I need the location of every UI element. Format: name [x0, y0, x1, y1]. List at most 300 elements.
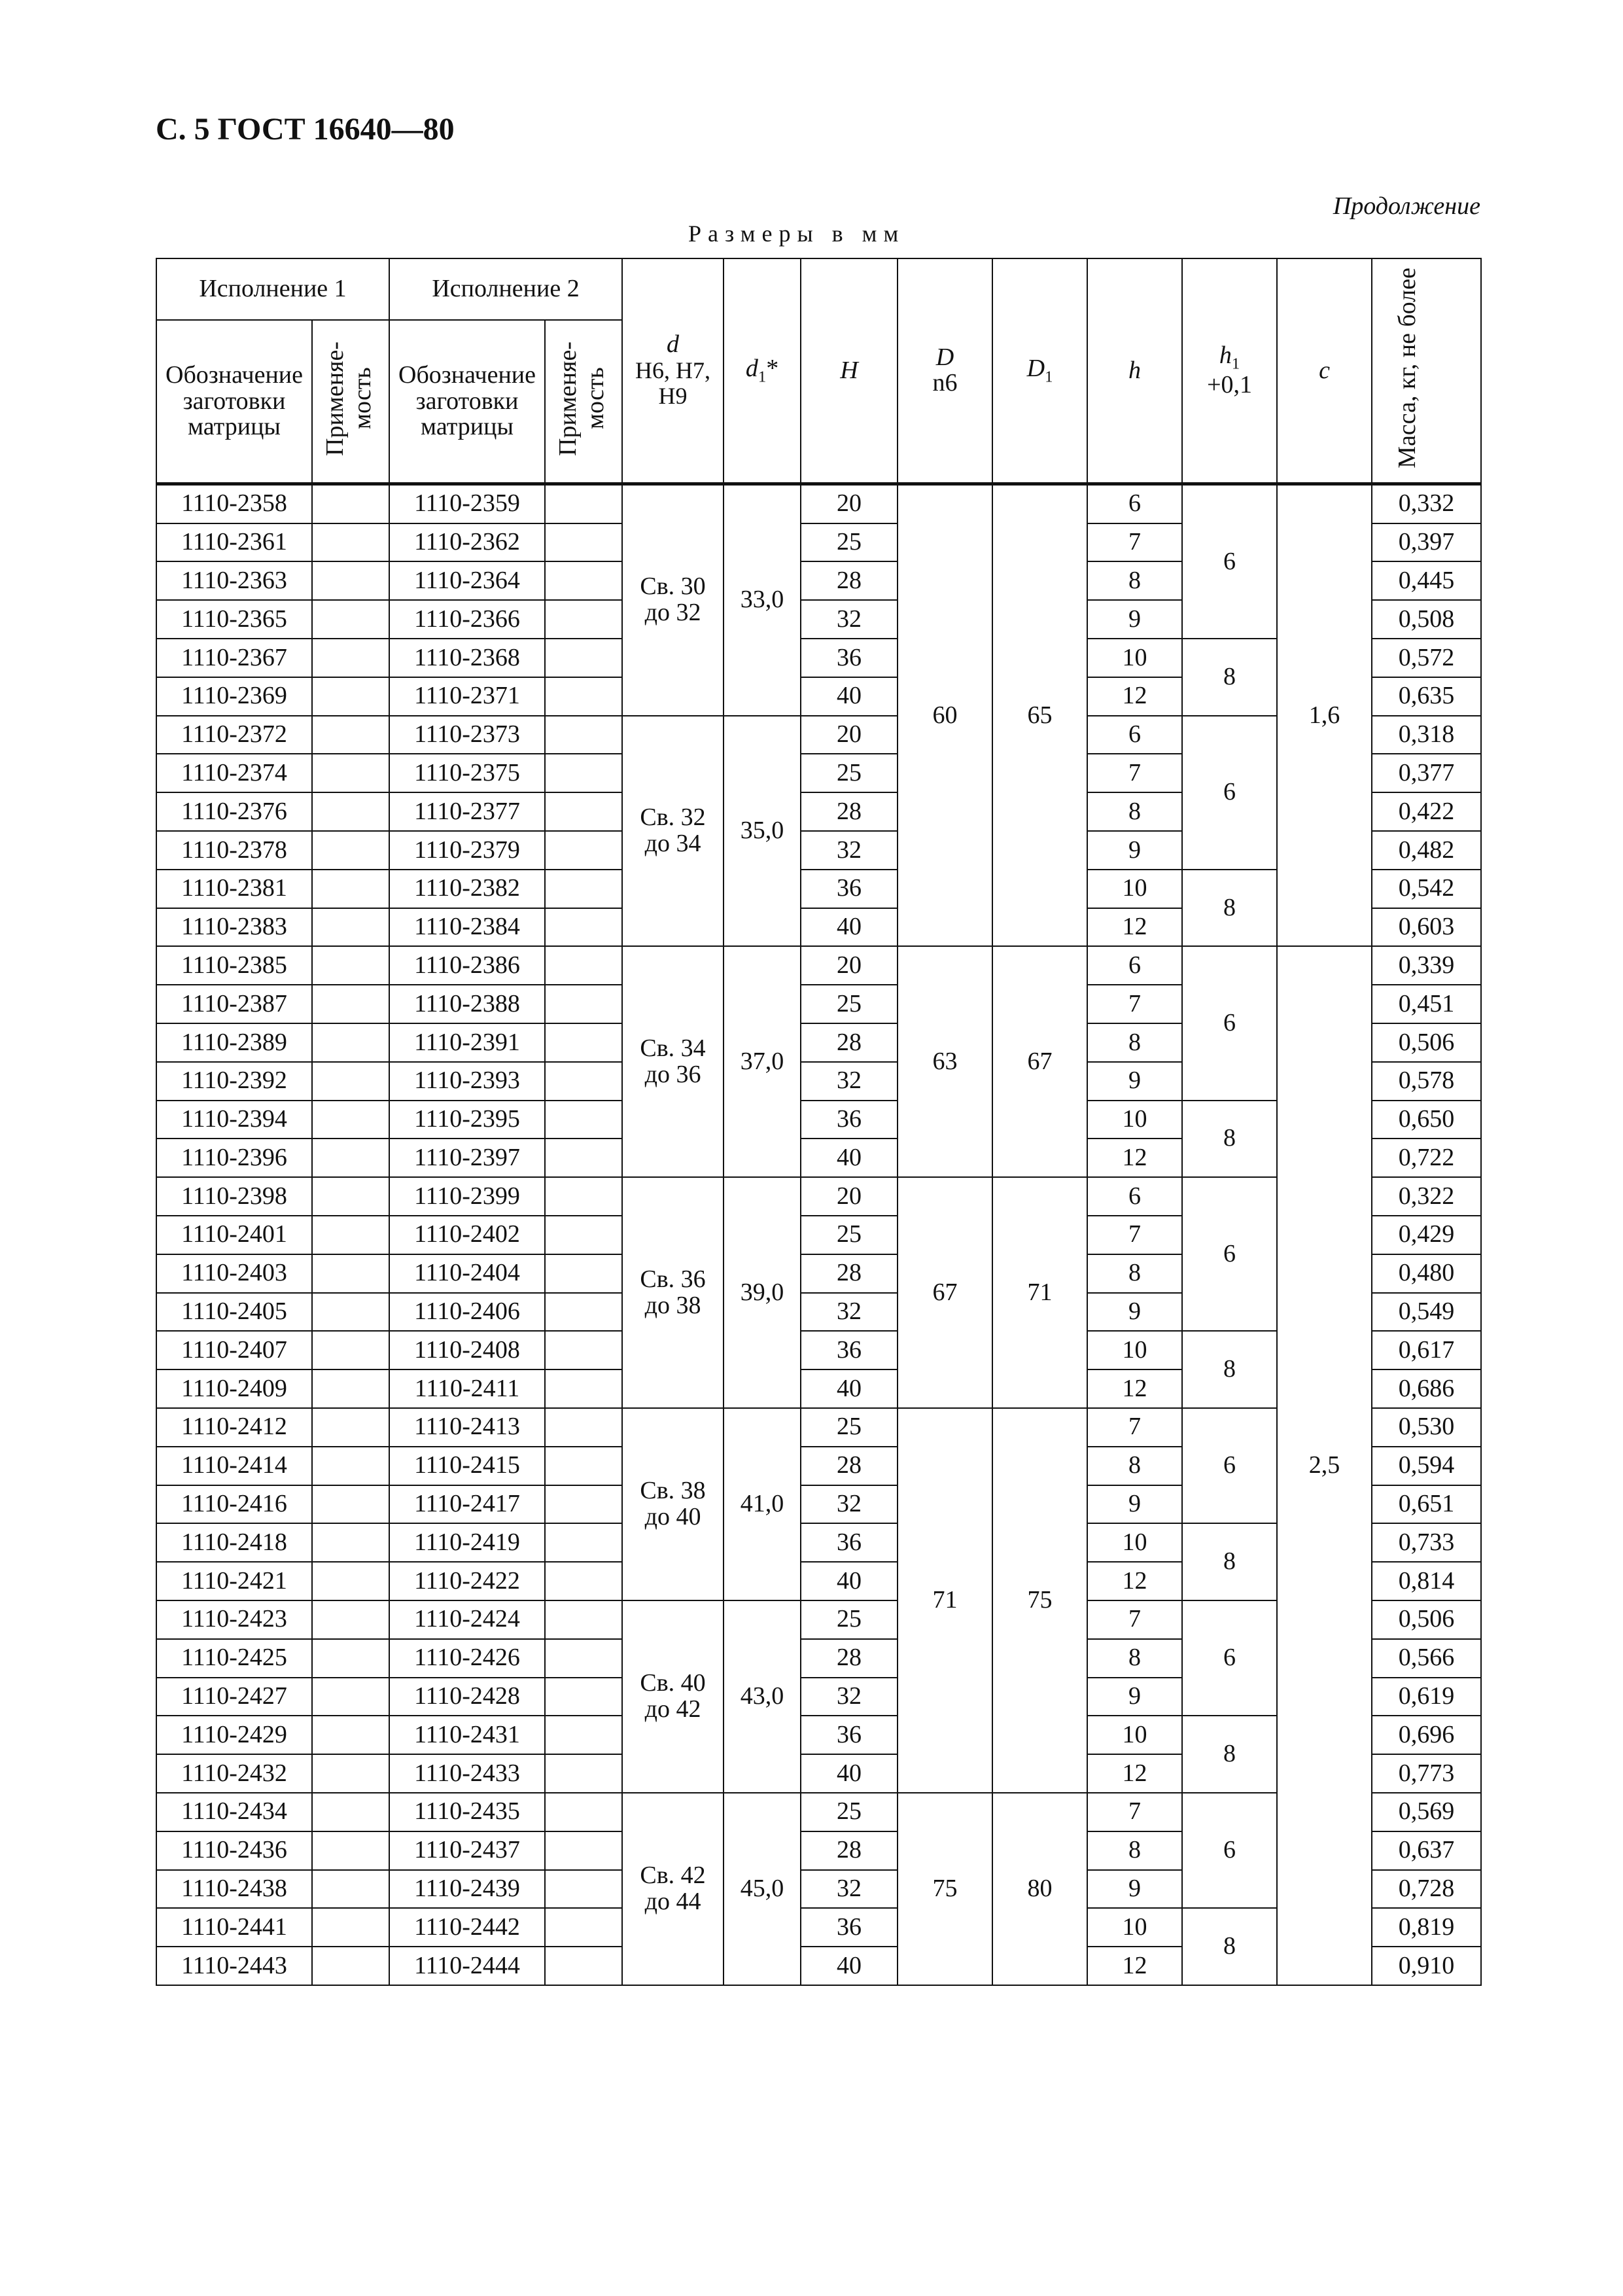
cell-d-line2: до 40	[644, 1503, 701, 1530]
cell-isp2-oboznachenie: 1110-2413	[389, 1408, 545, 1447]
cell-massa: 0,451	[1372, 985, 1481, 1023]
cell-h: 6	[1087, 1177, 1182, 1216]
cell-isp2-oboznachenie: 1110-2379	[389, 831, 545, 870]
cell-isp1-oboznachenie: 1110-2436	[156, 1831, 312, 1870]
cell-isp2-primenyaemost	[545, 1908, 622, 1947]
cell-isp2-primenyaemost	[545, 908, 622, 947]
cell-massa: 0,482	[1372, 831, 1481, 870]
cell-isp2-primenyaemost	[545, 870, 622, 908]
cell-isp2-oboznachenie: 1110-2406	[389, 1293, 545, 1332]
cell-isp2-primenyaemost	[545, 1793, 622, 1831]
cell-isp1-oboznachenie: 1110-2376	[156, 792, 312, 831]
header-D-symbol: D	[935, 343, 954, 371]
cell-H: 32	[801, 600, 898, 639]
cell-D: 75	[898, 1793, 992, 1985]
cell-D1: 67	[992, 946, 1087, 1177]
cell-isp2-primenyaemost	[545, 716, 622, 754]
cell-massa: 0,722	[1372, 1139, 1481, 1177]
cell-d	[622, 1408, 724, 1600]
cell-isp1-primenyaemost	[312, 1408, 389, 1447]
cell-isp1-oboznachenie: 1110-2427	[156, 1678, 312, 1716]
cell-isp2-primenyaemost	[545, 561, 622, 600]
cell-isp2-primenyaemost	[545, 1408, 622, 1447]
cell-h1: 6	[1182, 946, 1277, 1100]
cell-H: 28	[801, 1447, 898, 1485]
header-primenyaemost-1-text: Применяе-мость	[321, 341, 376, 456]
continuation-label: Продолжение	[1333, 192, 1480, 220]
cell-isp1-oboznachenie: 1110-2363	[156, 561, 312, 600]
cell-massa: 0,506	[1372, 1023, 1481, 1062]
cell-isp1-oboznachenie: 1110-2403	[156, 1254, 312, 1293]
cell-isp1-oboznachenie: 1110-2421	[156, 1562, 312, 1600]
cell-h: 7	[1087, 1408, 1182, 1447]
cell-isp1-oboznachenie: 1110-2409	[156, 1369, 312, 1408]
cell-isp2-oboznachenie: 1110-2388	[389, 985, 545, 1023]
cell-H: 40	[801, 908, 898, 947]
header-oboznachenie-1: Обозначение заготовки матрицы	[156, 320, 312, 484]
cell-D1: 65	[992, 484, 1087, 946]
header-d1-star: *	[766, 354, 779, 382]
cell-massa: 0,635	[1372, 677, 1481, 716]
header-D1-symbol: D	[1026, 354, 1045, 382]
cell-massa: 0,733	[1372, 1523, 1481, 1562]
cell-d-line2: до 32	[644, 599, 701, 627]
header-d-symbol: d	[667, 330, 680, 358]
cell-massa: 0,445	[1372, 561, 1481, 600]
cell-isp2-primenyaemost	[545, 1562, 622, 1600]
cell-d1: 45,0	[724, 1793, 801, 1985]
cell-isp2-oboznachenie: 1110-2433	[389, 1754, 545, 1793]
cell-H: 28	[801, 1639, 898, 1678]
cell-H: 40	[801, 1562, 898, 1600]
cell-h: 12	[1087, 1947, 1182, 1985]
cell-isp2-primenyaemost	[545, 1870, 622, 1909]
cell-h: 10	[1087, 1523, 1182, 1562]
cell-isp2-oboznachenie: 1110-2393	[389, 1062, 545, 1101]
cell-isp1-oboznachenie: 1110-2361	[156, 523, 312, 562]
cell-massa: 0,650	[1372, 1101, 1481, 1139]
cell-isp1-primenyaemost	[312, 1947, 389, 1985]
cell-h: 12	[1087, 1369, 1182, 1408]
cell-h1: 8	[1182, 1331, 1277, 1408]
cell-c: 2,5	[1277, 946, 1372, 1985]
cell-massa: 0,339	[1372, 946, 1481, 985]
cell-isp1-oboznachenie: 1110-2358	[156, 484, 312, 523]
cell-isp1-oboznachenie: 1110-2387	[156, 985, 312, 1023]
cell-isp1-oboznachenie: 1110-2367	[156, 639, 312, 677]
cell-D1: 71	[992, 1177, 1087, 1408]
cell-isp2-oboznachenie: 1110-2359	[389, 484, 545, 523]
cell-isp2-oboznachenie: 1110-2366	[389, 600, 545, 639]
cell-h: 8	[1087, 1831, 1182, 1870]
cell-isp2-oboznachenie: 1110-2364	[389, 561, 545, 600]
cell-isp2-primenyaemost	[545, 1023, 622, 1062]
cell-h1: 8	[1182, 1101, 1277, 1178]
cell-isp1-primenyaemost	[312, 908, 389, 947]
header-primenyaemost-2-text: Применяе-мость	[554, 341, 609, 456]
cell-D: 67	[898, 1177, 992, 1408]
cell-isp1-oboznachenie: 1110-2365	[156, 600, 312, 639]
cell-isp1-primenyaemost	[312, 1754, 389, 1793]
cell-h: 6	[1087, 946, 1182, 985]
cell-D1: 75	[992, 1408, 1087, 1793]
header-h: h	[1087, 258, 1182, 484]
cell-isp2-primenyaemost	[545, 1447, 622, 1485]
cell-d1: 35,0	[724, 716, 801, 947]
cell-massa: 0,318	[1372, 716, 1481, 754]
cell-massa: 0,508	[1372, 600, 1481, 639]
cell-isp1-oboznachenie: 1110-2383	[156, 908, 312, 947]
cell-h: 8	[1087, 1254, 1182, 1293]
cell-H: 36	[801, 1101, 898, 1139]
cell-isp1-primenyaemost	[312, 639, 389, 677]
cell-isp1-oboznachenie: 1110-2374	[156, 754, 312, 792]
cell-isp2-oboznachenie: 1110-2386	[389, 946, 545, 985]
cell-isp1-oboznachenie: 1110-2443	[156, 1947, 312, 1985]
cell-massa: 0,696	[1372, 1716, 1481, 1754]
cell-h: 7	[1087, 754, 1182, 792]
cell-d	[622, 1177, 724, 1408]
cell-massa: 0,773	[1372, 1754, 1481, 1793]
cell-isp1-primenyaemost	[312, 1793, 389, 1831]
cell-isp1-oboznachenie: 1110-2401	[156, 1216, 312, 1254]
cell-d	[622, 716, 724, 947]
cell-isp1-primenyaemost	[312, 1447, 389, 1485]
cell-isp2-primenyaemost	[545, 523, 622, 562]
cell-h: 7	[1087, 1216, 1182, 1254]
cell-isp1-oboznachenie: 1110-2378	[156, 831, 312, 870]
cell-isp2-oboznachenie: 1110-2415	[389, 1447, 545, 1485]
cell-isp1-primenyaemost	[312, 677, 389, 716]
cell-h1: 6	[1182, 1408, 1277, 1523]
cell-d	[622, 484, 724, 715]
cell-isp2-primenyaemost	[545, 1216, 622, 1254]
cell-isp1-oboznachenie: 1110-2396	[156, 1139, 312, 1177]
cell-isp2-primenyaemost	[545, 792, 622, 831]
header-primenyaemost-1	[312, 320, 389, 484]
cell-H: 40	[801, 677, 898, 716]
cell-massa: 0,686	[1372, 1369, 1481, 1408]
cell-isp2-primenyaemost	[545, 1293, 622, 1332]
cell-isp1-oboznachenie: 1110-2369	[156, 677, 312, 716]
cell-H: 32	[801, 1870, 898, 1909]
cell-isp1-primenyaemost	[312, 716, 389, 754]
cell-massa: 0,910	[1372, 1947, 1481, 1985]
cell-h: 9	[1087, 831, 1182, 870]
cell-isp1-oboznachenie: 1110-2412	[156, 1408, 312, 1447]
cell-massa: 0,728	[1372, 1870, 1481, 1909]
cell-h: 10	[1087, 639, 1182, 677]
cell-isp1-primenyaemost	[312, 870, 389, 908]
cell-isp1-primenyaemost	[312, 1293, 389, 1332]
cell-isp2-primenyaemost	[545, 1369, 622, 1408]
cell-H: 40	[801, 1139, 898, 1177]
cell-isp2-oboznachenie: 1110-2424	[389, 1600, 545, 1639]
cell-isp1-oboznachenie: 1110-2389	[156, 1023, 312, 1062]
cell-massa: 0,422	[1372, 792, 1481, 831]
cell-d-line2: до 42	[644, 1695, 701, 1723]
header-d1	[724, 258, 801, 484]
cell-isp1-oboznachenie: 1110-2381	[156, 870, 312, 908]
cell-H: 32	[801, 1485, 898, 1524]
cell-h: 7	[1087, 1600, 1182, 1639]
cell-isp2-primenyaemost	[545, 1101, 622, 1139]
cell-isp1-primenyaemost	[312, 1177, 389, 1216]
header-d1-subscript: 1	[758, 368, 767, 386]
cell-H: 20	[801, 1177, 898, 1216]
cell-H: 28	[801, 792, 898, 831]
cell-isp1-primenyaemost	[312, 1331, 389, 1369]
cell-isp1-oboznachenie: 1110-2438	[156, 1870, 312, 1909]
cell-isp2-oboznachenie: 1110-2404	[389, 1254, 545, 1293]
cell-isp1-primenyaemost	[312, 561, 389, 600]
cell-h: 9	[1087, 1062, 1182, 1101]
cell-isp2-oboznachenie: 1110-2442	[389, 1908, 545, 1947]
cell-isp2-oboznachenie: 1110-2362	[389, 523, 545, 562]
header-ispolnenie-2: Исполнение 2	[389, 258, 622, 320]
cell-H: 40	[801, 1369, 898, 1408]
cell-H: 25	[801, 523, 898, 562]
cell-isp2-primenyaemost	[545, 1639, 622, 1678]
cell-h: 8	[1087, 1639, 1182, 1678]
cell-isp2-primenyaemost	[545, 1177, 622, 1216]
cell-isp2-primenyaemost	[545, 1062, 622, 1101]
cell-massa: 0,569	[1372, 1793, 1481, 1831]
cell-isp1-primenyaemost	[312, 1216, 389, 1254]
cell-massa: 0,814	[1372, 1562, 1481, 1600]
cell-isp2-primenyaemost	[545, 677, 622, 716]
page-header: С. 5 ГОСТ 16640—80	[156, 112, 455, 147]
dimensions-table	[156, 258, 1482, 1986]
cell-isp2-primenyaemost	[545, 1139, 622, 1177]
cell-d-line2: до 44	[644, 1887, 701, 1915]
cell-massa: 0,322	[1372, 1177, 1481, 1216]
cell-isp1-primenyaemost	[312, 1831, 389, 1870]
cell-isp1-primenyaemost	[312, 1101, 389, 1139]
header-h1-symbol: h	[1219, 341, 1232, 369]
cell-isp2-primenyaemost	[545, 1678, 622, 1716]
header-primenyaemost-2	[545, 320, 622, 484]
cell-d1: 33,0	[724, 484, 801, 715]
cell-h1: 8	[1182, 870, 1277, 947]
cell-H: 40	[801, 1754, 898, 1793]
cell-h: 10	[1087, 1716, 1182, 1754]
cell-h: 12	[1087, 908, 1182, 947]
cell-isp1-primenyaemost	[312, 523, 389, 562]
cell-isp2-oboznachenie: 1110-2437	[389, 1831, 545, 1870]
cell-h: 8	[1087, 1447, 1182, 1485]
cell-isp1-primenyaemost	[312, 1254, 389, 1293]
cell-d-line2: до 38	[644, 1291, 701, 1319]
cell-isp1-oboznachenie: 1110-2434	[156, 1793, 312, 1831]
cell-d-line2: до 36	[644, 1060, 701, 1088]
header-h1-subscript: 1	[1231, 355, 1240, 373]
cell-isp2-primenyaemost	[545, 1754, 622, 1793]
cell-H: 40	[801, 1947, 898, 1985]
cell-isp1-primenyaemost	[312, 1600, 389, 1639]
cell-H: 36	[801, 1523, 898, 1562]
cell-H: 20	[801, 716, 898, 754]
cell-isp2-primenyaemost	[545, 600, 622, 639]
cell-isp1-primenyaemost	[312, 600, 389, 639]
cell-h: 10	[1087, 1331, 1182, 1369]
cell-d-line1: Св. 30	[640, 573, 706, 601]
cell-isp1-oboznachenie: 1110-2416	[156, 1485, 312, 1524]
cell-H: 32	[801, 1062, 898, 1101]
cell-isp1-primenyaemost	[312, 1639, 389, 1678]
header-ispolnenie-1: Исполнение 1	[156, 258, 389, 320]
cell-D: 60	[898, 484, 992, 946]
cell-isp2-oboznachenie: 1110-2373	[389, 716, 545, 754]
cell-massa: 0,397	[1372, 523, 1481, 562]
cell-isp2-oboznachenie: 1110-2391	[389, 1023, 545, 1062]
cell-h: 7	[1087, 523, 1182, 562]
cell-isp2-oboznachenie: 1110-2428	[389, 1678, 545, 1716]
cell-h: 6	[1087, 484, 1182, 523]
cell-h: 9	[1087, 1293, 1182, 1332]
cell-h: 12	[1087, 1562, 1182, 1600]
cell-isp2-primenyaemost	[545, 754, 622, 792]
cell-d-line2: до 34	[644, 830, 701, 858]
cell-isp2-primenyaemost	[545, 985, 622, 1023]
cell-H: 25	[801, 985, 898, 1023]
cell-h: 10	[1087, 1908, 1182, 1947]
cell-H: 36	[801, 639, 898, 677]
cell-massa: 0,651	[1372, 1485, 1481, 1524]
cell-h1: 6	[1182, 716, 1277, 870]
cell-isp1-primenyaemost	[312, 484, 389, 523]
cell-d-line1: Св. 42	[640, 1862, 706, 1890]
cell-h1: 6	[1182, 484, 1277, 639]
header-massa	[1372, 258, 1481, 484]
cell-H: 32	[801, 1293, 898, 1332]
cell-massa: 0,603	[1372, 908, 1481, 947]
table-row	[156, 946, 1481, 985]
cell-d-line1: Св. 38	[640, 1477, 706, 1505]
cell-isp2-oboznachenie: 1110-2431	[389, 1716, 545, 1754]
cell-massa: 0,429	[1372, 1216, 1481, 1254]
cell-H: 20	[801, 484, 898, 523]
cell-d-line1: Св. 40	[640, 1669, 706, 1697]
cell-h: 8	[1087, 1023, 1182, 1062]
cell-isp2-oboznachenie: 1110-2397	[389, 1139, 545, 1177]
cell-H: 25	[801, 1216, 898, 1254]
cell-D1: 80	[992, 1793, 1087, 1985]
cell-h: 9	[1087, 600, 1182, 639]
cell-isp2-oboznachenie: 1110-2382	[389, 870, 545, 908]
header-c: c	[1277, 258, 1372, 484]
cell-isp1-oboznachenie: 1110-2405	[156, 1293, 312, 1332]
table-row	[156, 484, 1481, 523]
header-H: H	[801, 258, 898, 484]
cell-isp2-primenyaemost	[545, 1485, 622, 1524]
cell-isp1-oboznachenie: 1110-2385	[156, 946, 312, 985]
cell-isp2-oboznachenie: 1110-2422	[389, 1562, 545, 1600]
cell-isp2-primenyaemost	[545, 1523, 622, 1562]
cell-isp2-oboznachenie: 1110-2426	[389, 1639, 545, 1678]
cell-isp1-primenyaemost	[312, 1139, 389, 1177]
cell-massa: 0,566	[1372, 1639, 1481, 1678]
cell-massa: 0,617	[1372, 1331, 1481, 1369]
cell-massa: 0,594	[1372, 1447, 1481, 1485]
cell-isp2-primenyaemost	[545, 1600, 622, 1639]
cell-isp2-oboznachenie: 1110-2375	[389, 754, 545, 792]
cell-h: 8	[1087, 792, 1182, 831]
cell-h: 9	[1087, 1485, 1182, 1524]
cell-isp1-oboznachenie: 1110-2441	[156, 1908, 312, 1947]
cell-isp2-oboznachenie: 1110-2402	[389, 1216, 545, 1254]
cell-isp2-oboznachenie: 1110-2399	[389, 1177, 545, 1216]
cell-isp1-oboznachenie: 1110-2418	[156, 1523, 312, 1562]
cell-h1: 6	[1182, 1793, 1277, 1908]
cell-massa: 0,819	[1372, 1908, 1481, 1947]
cell-isp1-primenyaemost	[312, 1485, 389, 1524]
units-label: Размеры в мм	[688, 221, 905, 247]
cell-isp1-primenyaemost	[312, 1369, 389, 1408]
cell-isp2-oboznachenie: 1110-2408	[389, 1331, 545, 1369]
cell-h: 10	[1087, 1101, 1182, 1139]
header-massa-text: Масса, кг, не более	[1393, 267, 1421, 468]
cell-H: 25	[801, 754, 898, 792]
cell-isp1-oboznachenie: 1110-2407	[156, 1331, 312, 1369]
cell-isp2-primenyaemost	[545, 1716, 622, 1754]
header-D1	[992, 258, 1087, 484]
cell-isp2-oboznachenie: 1110-2384	[389, 908, 545, 947]
cell-D: 71	[898, 1408, 992, 1793]
cell-isp2-primenyaemost	[545, 1831, 622, 1870]
cell-isp2-oboznachenie: 1110-2395	[389, 1101, 545, 1139]
cell-H: 36	[801, 1716, 898, 1754]
cell-h1: 8	[1182, 639, 1277, 716]
cell-H: 20	[801, 946, 898, 985]
cell-H: 28	[801, 1023, 898, 1062]
cell-h1: 8	[1182, 1523, 1277, 1600]
header-d1-symbol: d	[745, 354, 758, 382]
cell-isp2-primenyaemost	[545, 1331, 622, 1369]
cell-H: 32	[801, 831, 898, 870]
cell-d-line1: Св. 32	[640, 804, 706, 832]
cell-isp1-primenyaemost	[312, 1023, 389, 1062]
cell-h: 12	[1087, 1139, 1182, 1177]
header-d	[622, 258, 724, 484]
cell-isp1-primenyaemost	[312, 1062, 389, 1101]
header-D	[898, 258, 992, 484]
cell-isp2-oboznachenie: 1110-2377	[389, 792, 545, 831]
cell-H: 25	[801, 1600, 898, 1639]
header-oboznachenie-2: Обозначение заготовки матрицы	[389, 320, 545, 484]
cell-isp1-oboznachenie: 1110-2432	[156, 1754, 312, 1793]
cell-H: 25	[801, 1793, 898, 1831]
header-h1	[1182, 258, 1277, 484]
cell-isp1-primenyaemost	[312, 754, 389, 792]
cell-isp1-primenyaemost	[312, 1678, 389, 1716]
cell-massa: 0,549	[1372, 1293, 1481, 1332]
cell-h: 7	[1087, 1793, 1182, 1831]
header-h1-tolerance: +0,1	[1207, 371, 1252, 399]
cell-isp1-primenyaemost	[312, 1870, 389, 1909]
cell-h: 12	[1087, 1754, 1182, 1793]
cell-isp1-primenyaemost	[312, 985, 389, 1023]
cell-isp2-primenyaemost	[545, 831, 622, 870]
cell-h: 7	[1087, 985, 1182, 1023]
cell-isp1-primenyaemost	[312, 946, 389, 985]
cell-isp2-primenyaemost	[545, 1947, 622, 1985]
cell-h: 9	[1087, 1678, 1182, 1716]
cell-isp1-primenyaemost	[312, 792, 389, 831]
cell-massa: 0,332	[1372, 484, 1481, 523]
cell-massa: 0,506	[1372, 1600, 1481, 1639]
cell-massa: 0,542	[1372, 870, 1481, 908]
